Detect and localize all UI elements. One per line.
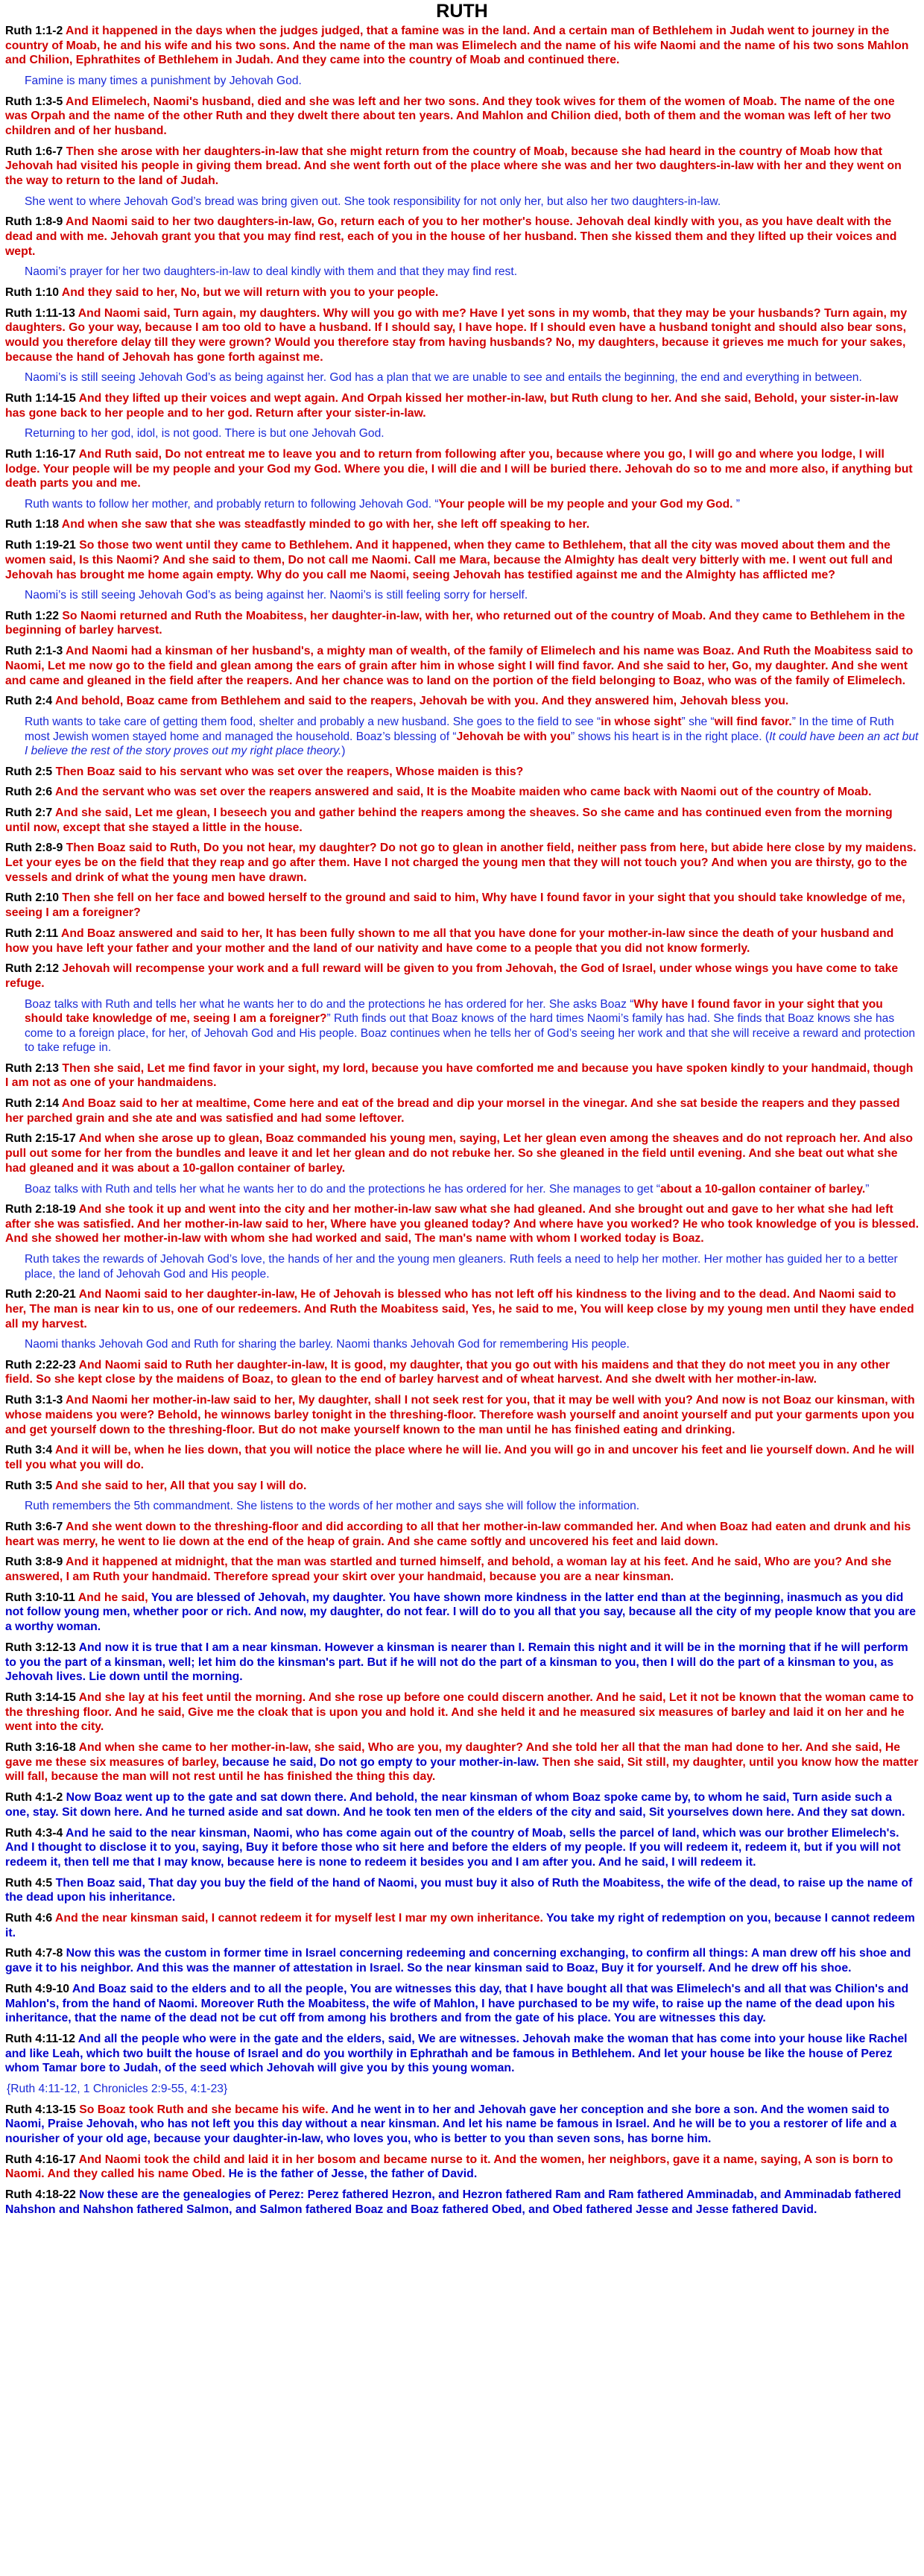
verse-paragraph xyxy=(5,1393,919,1437)
commentary-text: Famine is many times a punishment by Jehovah God. xyxy=(25,75,302,88)
commentary-text: ” xyxy=(865,1182,870,1196)
verse-text: because he said, Do not go empty to your mother-in-law. xyxy=(218,1755,539,1769)
verse-paragraph xyxy=(5,1131,919,1175)
verse-text: Then Boaz said, That day you buy the field of the hand of Naomi, you must buy it also of Ruth the Moabitess, the wife of the dead, to raise up the name of the dead upon his inheritance. xyxy=(5,1876,913,1904)
verse-reference: Ruth 2:12 xyxy=(5,962,59,976)
verse-text: And when she arose up to glean, Boaz commanded his young men, saying, Let her glean even among the sheaves and do not reproach her. And also pull out some for her from the bundles and leave it and let her glean and do not rebuke her. So she gleaned in the field until evening. And she beat out what she had gleaned and it was about a 10-gallon container of barley. xyxy=(5,1132,914,1175)
verse-reference: Ruth 4:16-17 xyxy=(5,2153,76,2166)
verse-paragraph xyxy=(5,2103,919,2147)
commentary-text: Naomi’s is still seeing Jehovah God’s as being against her. God has a plan that we are unable to see and entails the beginning, the end and everything in between. xyxy=(25,371,862,385)
commentary-paragraph xyxy=(5,426,919,441)
verse-text: And she lay at his feet until the morning. And she rose up before one could discern another. And he said, Let it not be known that the woman came to the threshing floor. And he said, Give me the cloak that is upon you and hold it. And she held it and he measured six measures of barley and laid it on her and he went into the city. xyxy=(5,1690,914,1734)
commentary-paragraph xyxy=(5,997,919,1055)
commentary-text: ) xyxy=(341,745,346,757)
verse-paragraph xyxy=(5,95,919,139)
verse-text: And he said, xyxy=(75,1591,148,1604)
verse-reference: Ruth 2:14 xyxy=(5,1097,59,1111)
verse-text: And Naomi took the child and laid it in her bosom and became nurse to it. And the women, her neighbors, gave it a name, saying, A son is born to Naomi. And they called his name Obed. xyxy=(5,2153,893,2181)
verse-reference: Ruth 3:14-15 xyxy=(5,1690,76,1704)
verse-paragraph xyxy=(5,1641,919,1685)
verse-text: So Boaz took Ruth and she became his wife. xyxy=(75,2103,329,2116)
verse-paragraph xyxy=(5,24,919,68)
verse-paragraph xyxy=(5,1826,919,1870)
verse-reference: Ruth 3:16-18 xyxy=(5,1741,76,1755)
verse-reference: Ruth 1:8-9 xyxy=(5,215,63,229)
verse-paragraph xyxy=(5,1591,919,1635)
verse-paragraph xyxy=(5,285,919,300)
verse-text: And she went down to the threshing-floor and did according to all that her mother-in-law commanded her. And when Boaz had eaten and drunk and his heart was merry, he went to lie down at the end of the heap of grain. And she came softly and uncovered his feet and laid down. xyxy=(5,1520,911,1548)
verse-text: And it happened in the days when the judges judged, that a famine was in the land. And a certain man of Bethlehem in Judah went to journey in the country of Moab, he and his wife and his two sons. And the name of the man was Elimelech and the name of his wife Naomi and the name of his two sons Mahlon and Chilion, Ephrathites of Bethlehem in Judah. And they came into the country of Moab and continued there. xyxy=(5,25,909,67)
verse-reference: Ruth 1:16-17 xyxy=(5,447,76,461)
verse-text: And he went in to her and Jehovah gave her conception and she bore a son. And the women said to Naomi, Praise Jehovah, who has not left you this day without a near kinsman. And let his name be famous in Israel. And he will be to you a restorer of life and a nourisher of your old age, because your daughter-in-law, who loves you, who is better to you than seven sons, has borne him. xyxy=(5,2103,897,2146)
verse-text: You take my right of redemption on you, because I cannot redeem it. xyxy=(5,1912,915,1939)
commentary-text: Returning to her god, idol, is not good. There is but one Jehovah God. xyxy=(25,427,385,441)
verse-reference: Ruth 2:11 xyxy=(5,926,59,940)
verse-text: Now this was the custom in former time in Israel concerning redeeming and concerning exchanging, to confirm all things: A man drew off his shoe and gave it to his neighbor. And this was the manner of attestation in Israel. So the near kinsman said to Boaz, Buy it for yourself. And he drew off his shoe. xyxy=(5,1947,911,1975)
page-title: RUTH xyxy=(436,1,488,22)
verse-text: And when she came to her mother-in-law, she said, Who are you, my daughter? And she told her all that the man had done to her. And she said, He gave me these six measures of barley, xyxy=(5,1741,901,1769)
verse-text: Then Boaz said to Ruth, Do you not hear, my daughter? Do not go to glean in another field, neither pass from here, but abide here close by my maidens. Let your eyes be on the field that they reap and go after them. Have I not charged the young men that they will not touch you? And when you are thirsty, go to the vessels and drink of what the young men have drawn. xyxy=(5,842,917,884)
verse-reference: Ruth 2:13 xyxy=(5,1061,59,1075)
verse-paragraph xyxy=(5,1479,919,1494)
verse-text: Then she said, Let me find favor in your sight, my lord, because you have comforted me and because you have spoken kindly to your handmaid, though I am not as one of your handmaidens. xyxy=(5,1061,914,1090)
verse-reference: Ruth 3:8-9 xyxy=(5,1556,63,1569)
commentary-paragraph xyxy=(5,370,919,385)
verse-reference: Ruth 4:7-8 xyxy=(5,1947,63,1960)
verse-paragraph xyxy=(5,806,919,835)
verse-text: Now these are the genealogies of Perez: Perez fathered Hezron, and Hezron fathered Ram and Ram fathered Amminadab, and Amminadab fathered Nahshon and Nahshon fathered Salmon, and Salmon fathered Boaz and Boaz fathered Obed, and Obed fathered Jesse and Jesse fathered David. xyxy=(5,2188,902,2216)
verse-text: And Naomi said to her daughter-in-law, He of Jehovah is blessed who has not left off his kindness to the living and to the dead. And Naomi said to her, The man is near kin to us, one of our redeemers. And Ruth the Moabitess said, Yes, he said to me, You will keep close by my young men until they have ended all my harvest. xyxy=(5,1288,914,1330)
commentary-text: ” xyxy=(732,497,740,511)
verse-paragraph xyxy=(5,1443,919,1472)
commentary-text: ” In the time of Ruth most Jewish women stayed home and managed the household. Boaz’s blessing of “ xyxy=(25,716,894,743)
verse-reference: Ruth 4:9-10 xyxy=(5,1982,70,1995)
verse-paragraph xyxy=(5,1946,919,1975)
verse-paragraph xyxy=(5,1358,919,1387)
commentary-paragraph xyxy=(5,588,919,603)
verse-paragraph xyxy=(5,891,919,920)
verse-reference: Ruth 4:3-4 xyxy=(5,1826,63,1840)
verse-paragraph xyxy=(5,1096,919,1126)
verse-paragraph xyxy=(5,1740,919,1784)
verse-reference: Ruth 2:8-9 xyxy=(5,842,63,855)
commentary-text: Naomi’s prayer for her two daughters-in-law to deal kindly with them and that they may find rest. xyxy=(25,265,518,279)
commentary-quote: Why have I found favor in your sight that you should take knowledge of me, seeing I am a foreigner? xyxy=(25,997,883,1026)
commentary-paragraph xyxy=(5,74,919,89)
verse-reference: Ruth 1:22 xyxy=(5,609,59,622)
verse-paragraph xyxy=(5,1911,919,1940)
verse-text: And Ruth said, Do not entreat me to leave you and to return from following after you, because where you go, I will go and where you lodge, I will lodge. Your people will be my people and your God my God. Where you die, I will die and I will be buried there. Jehovah do so to me and more also, if anything but death parts you and me. xyxy=(5,447,913,490)
verse-reference: Ruth 4:13-15 xyxy=(5,2103,76,2116)
commentary-text: Boaz talks with Ruth and tells her what he wants her to do and the protections he has ordered for her. She manages to get “ xyxy=(25,1182,660,1196)
verse-paragraph xyxy=(5,2188,919,2217)
verse-text: And all the people who were in the gate and the elders, said, We are witnesses. Jehovah make the woman that has come into your house like Rachel and like Leah, which two built the house of Israel and do you worthily in Ephrathah and be famous in Bethlehem. And let your house be like the house of Perez whom Tamar bore to Judah, of the seed which Jehovah will give you by this young woman. xyxy=(5,2033,908,2075)
verse-paragraph xyxy=(5,2032,919,2076)
commentary-paragraph xyxy=(5,265,919,280)
verse-reference: Ruth 2:20-21 xyxy=(5,1288,76,1301)
commentary-paragraph xyxy=(5,715,919,759)
verse-text: And Naomi said to her two daughters-in-law, Go, return each of you to her mother's house. Jehovah deal kindly with you, as you have dealt with the dead and with me. Jehovah grant you that you may find rest, each of you in the house of her husband. Then she kissed them and they lifted up their voices and wept. xyxy=(5,215,897,258)
verse-text: And Naomi her mother-in-law said to her, My daughter, shall I not seek rest for you, that it may be well with you? And now is not Boaz our kinsman, with whose maidens you were? Behold, he winnows barley tonight in the threshing-floor. Therefore wash yourself and anoint yourself and put your garments upon you and get yourself down to the threshing-floor. But do not make yourself known to the man until he has finished eating and drinking. xyxy=(5,1394,915,1436)
commentary-italic: It could have been an act but I believe the rest of the story proves out my right place theory. xyxy=(25,730,919,757)
verse-reference: Ruth 2:22-23 xyxy=(5,1358,76,1371)
verse-text: Then she fell on her face and bowed herself to the ground and said to him, Why have I found favor in your sight that you should take knowledge of me, seeing I am a foreigner? xyxy=(5,891,905,920)
verse-paragraph xyxy=(5,609,919,638)
verse-text: And Naomi said, Turn again, my daughters. Why will you go with me? Have I yet sons in my womb, that they may be your husbands? Turn again, my daughters. Go your way, because I am too old to have a husband. If I should say, I have hope. If I should even have a husband tonight and should also bear sons, would you therefore delay till they were grown? Would you therefore stay from having husbands? No, my daughters, because it grieves me much for your sakes, because the hand of Jehovah has gone forth against me. xyxy=(5,306,908,364)
verse-paragraph xyxy=(5,391,919,420)
verse-reference: Ruth 3:5 xyxy=(5,1479,53,1492)
commentary-quote: will find favor. xyxy=(714,716,792,728)
verse-paragraph xyxy=(5,1790,919,1819)
verse-reference: Ruth 2:15-17 xyxy=(5,1132,76,1146)
verse-paragraph xyxy=(5,926,919,956)
verse-reference: Ruth 2:1-3 xyxy=(5,645,63,658)
verse-text: And the servant who was set over the reapers answered and said, It is the Moabite maiden who came back with Naomi out of the country of Moab. xyxy=(52,786,872,799)
verse-text: Now Boaz went up to the gate and sat down there. And behold, the near kinsman of whom Boaz spoke came by, to whom he said, Turn aside such a one, stay. Sit down here. And he turned aside and sat down. And he took ten men of the elders of the city and said, Sit yourselves down here. And they sat down. xyxy=(5,1791,905,1819)
commentary-text: Ruth remembers the 5th commandment. She listens to the words of her mother and says she will follow the information. xyxy=(25,1500,640,1513)
verse-text: You are blessed of Jehovah, my daughter. You have shown more kindness in the latter end than at the beginning, inasmuch as you did not follow young men, whether poor or rich. And now, my daughter, do not fear. I will do to you all that you say, because all the city of my people know that you are a worthy woman. xyxy=(5,1591,917,1634)
commentary-text: Ruth wants to take care of getting them food, shelter and probably a new husband. She goes to the field to see “ xyxy=(25,716,601,728)
commentary-text: Boaz talks with Ruth and tells her what he wants her to do and the protections he has ordered for her. She asks Boaz “ xyxy=(25,997,634,1011)
verse-text: So Naomi returned and Ruth the Moabitess, her daughter-in-law, with her, who returned out of the country of Moab. And they came to Bethlehem in the beginning of barley harvest. xyxy=(5,609,905,637)
verse-paragraph xyxy=(5,785,919,800)
commentary-quote: about a 10-gallon container of barley. xyxy=(659,1182,866,1196)
verse-reference: Ruth 1:14-15 xyxy=(5,391,76,405)
verse-reference: Ruth 2:10 xyxy=(5,891,59,905)
verse-text: And Naomi said to Ruth her daughter-in-law, It is good, my daughter, that you go out with his maidens and that they do not meet you in any other field. So she kept close by the maidens of Boaz, to glean to the end of barley harvest and of wheat harvest. And she dwelt with her mother-in-law. xyxy=(5,1358,890,1386)
verse-reference: Ruth 3:12-13 xyxy=(5,1641,76,1654)
verse-reference: Ruth 1:10 xyxy=(5,285,59,299)
verse-reference: Ruth 3:10-11 xyxy=(5,1591,75,1604)
commentary-text: ” shows his heart is in the right place. ( xyxy=(571,730,770,743)
commentary-text: Naomi’s is still seeing Jehovah God’s as being against her. Naomi’s is still feeling sorry for herself. xyxy=(25,589,528,602)
verse-text: And when she saw that she was steadfastly minded to go with her, she left off speaking to her. xyxy=(58,518,590,531)
verse-text: And Boaz said to the elders and to all the people, You are witnesses this day, that I have bought all that was Elimelech's and all that was Chilion's and Mahlon's, from the hand of Naomi. Moreover Ruth the Moabitess, the wife of Mahlon, I have purchased to be my wife, to raise up the name of the dead upon his inheritance, that the name of the dead not be cut off from among his brothers and from the gate of his place. You are witnesses this day. xyxy=(5,1982,909,2025)
verse-paragraph xyxy=(5,1287,919,1331)
verse-text: He is the father of Jesse, the father of David. xyxy=(225,2168,478,2181)
verse-paragraph xyxy=(5,841,919,885)
verse-reference: Ruth 4:11-12 xyxy=(5,2033,75,2045)
verse-paragraph xyxy=(5,538,919,582)
commentary-text: ” Ruth finds out that Boaz knows of the hard times Naomi’s family has had. She finds that Boaz knows she has come to a foreign place, for her, of Jehovah God and His people. Boaz continues when he tells her of God’s seeing her work and that she will receive a reward and protection to take refuge in. xyxy=(25,1012,916,1055)
verse-text: And they said to her, No, but we will return with you to your people. xyxy=(58,285,439,299)
verse-text: Then Boaz said to his servant who was set over the reapers, Whose maiden is this? xyxy=(52,765,524,778)
verse-paragraph xyxy=(5,694,919,709)
commentary-text: Naomi thanks Jehovah God and Ruth for sharing the barley. Naomi thanks Jehovah God for remembering His people. xyxy=(25,1338,630,1351)
verse-paragraph xyxy=(5,1876,919,1905)
verse-reference: Ruth 4:5 xyxy=(5,1876,53,1890)
verse-paragraph xyxy=(5,1982,919,2026)
verse-text: And now it is true that I am a near kinsman. However a kinsman is nearer than I. Remain this night and it will be in the morning that if he will perform to you the part of a kinsman, well; let him do the kinsman's part. But if he will not do the part of a kinsman to you, then I will do the part of a kinsman to you, as Jehovah lives. Lie down until the morning. xyxy=(5,1641,908,1684)
verse-paragraph xyxy=(5,145,919,189)
verse-text: And he said to the near kinsman, Naomi, who has come again out of the country of Moab, sells the parcel of land, which was our brother Elimelech's. And I thought to disclose it to you, saying, Buy it before those who sit here and before the elders of my people. If you will redeem it, redeem it, but if you will not redeem it, then tell me that I may know, because here is none to redeem it besides you and I am after you. And he said, I will redeem it. xyxy=(5,1826,901,1869)
verse-paragraph xyxy=(5,1061,919,1090)
commentary-paragraph xyxy=(5,497,919,512)
commentary-quote: in whose sight xyxy=(601,716,682,728)
verse-reference: Ruth 1:19-21 xyxy=(5,539,76,552)
commentary-text: Ruth wants to follow her mother, and probably return to following Jehovah God. “ xyxy=(25,497,439,511)
cross-reference xyxy=(5,2082,919,2097)
verse-paragraph xyxy=(5,306,919,365)
verse-reference: Ruth 2:18-19 xyxy=(5,1203,76,1216)
cross-reference-text: {Ruth 4:11-12, 1 Chronicles 2:9-55, 4:1-23} xyxy=(7,2083,228,2096)
verse-paragraph xyxy=(5,215,919,259)
verse-text: And she took it up and went into the city and her mother-in-law saw what she had gleaned. And she brought out and gave to her what she had left after she was satisfied. And her mother-in-law said to her, Where have you gleaned today? And where have you worked? He who took knowledge of you is blessed. And she showed her mother-in-law with whom she had worked and said, The man's name with whom I worked today is Boaz. xyxy=(5,1203,919,1246)
commentary-text: Ruth takes the rewards of Jehovah God’s love, the hands of her and the young men gleaners. Ruth feels a need to help her mother. Her mother has guided her to a better place, the land of Jehovah God and His people. xyxy=(25,1253,898,1281)
verse-paragraph xyxy=(5,644,919,688)
verse-reference: Ruth 3:6-7 xyxy=(5,1520,63,1533)
commentary-text: ” she “ xyxy=(681,716,715,728)
verse-reference: Ruth 1:3-5 xyxy=(5,95,63,108)
verse-reference: Ruth 2:6 xyxy=(5,786,53,799)
verse-reference: Ruth 1:1-2 xyxy=(5,25,63,37)
commentary-paragraph xyxy=(5,195,919,209)
verse-paragraph xyxy=(5,1202,919,1246)
verse-text: And Boaz answered and said to her, It has been fully shown to me all that you have done for your mother-in-law since the death of your husband and how you have left your father and your mother and the land of our nativity and have come to a people that you did not know formerly. xyxy=(5,926,894,955)
verse-text: And she said to her, All that you say I will do. xyxy=(52,1479,307,1492)
verse-text: And it will be, when he lies down, that you will notice the place where he will lie. And you will go in and uncover his feet and lie yourself down. And he will tell you what you will do. xyxy=(5,1444,915,1471)
verse-text: So those two went until they came to Bethlehem. And it happened, when they came to Bethlehem, that all the city was moved about them and the women said, Is this Naomi? And she said to them, Do not call me Naomi. Call me Mara, because the Almighty has dealt very bitterly with me. I went out full and Jehovah has brought me home again empty. Why do you call me Naomi, seeing Jehovah has testified against me and the Almighty has afflicted me? xyxy=(5,539,893,581)
verse-text: Then she said, Sit still, my daughter, until you know how the matter will fall, because the man will not rest until he has finished the thing this day. xyxy=(5,1755,919,1784)
verse-reference: Ruth 1:11-13 xyxy=(5,306,75,320)
commentary-quote: Jehovah be with you xyxy=(456,730,571,743)
verse-paragraph xyxy=(5,2153,919,2182)
verse-reference: Ruth 4:1-2 xyxy=(5,1791,63,1805)
commentary-quote: Your people will be my people and your God my God. xyxy=(438,497,733,511)
verse-reference: Ruth 1:6-7 xyxy=(5,145,63,158)
verse-text: And behold, Boaz came from Bethlehem and said to the reapers, Jehovah be with you. And they answered him, Jehovah bless you. xyxy=(52,695,789,708)
verse-reference: Ruth 2:4 xyxy=(5,695,53,708)
verse-text: Then she arose with her daughters-in-law that she might return from the country of Moab, because she had heard in the country of Moab how that Jehovah had visited his people in giving them bread. And she went forth out of the place where she was and her two daughters-in-law with her and they went on the way to return to the land of Judah. xyxy=(5,145,902,188)
verse-paragraph xyxy=(5,1690,919,1734)
verse-text: And Naomi had a kinsman of her husband's, a mighty man of wealth, of the family of Elimelech and his name was Boaz. And Ruth the Moabitess said to Naomi, Let me now go to the field and glean among the ears of grain after him in whose sight I will find favor. And she said to her, Go, my daughter. And she went and came and gleaned in the field after the reapers. And her chance was to land on the portion of the field belonging to Boaz, who was of the family of Elimelech. xyxy=(5,645,914,687)
verse-text: And they lifted up their voices and wept again. And Orpah kissed her mother-in-law, but Ruth clung to her. And she said, Behold, your sister-in-law has gone back to her people and to her god. Return after your sister-in-law. xyxy=(5,391,899,420)
verse-paragraph xyxy=(5,1520,919,1549)
verse-paragraph xyxy=(5,962,919,991)
content xyxy=(5,24,919,2217)
verse-reference: Ruth 3:4 xyxy=(5,1444,53,1457)
commentary-paragraph xyxy=(5,1499,919,1514)
commentary-paragraph xyxy=(5,1337,919,1352)
verse-text: And Elimelech, Naomi's husband, died and she was left and her two sons. And they took wives for them of the women of Moab. The name of the one was Orpah and the name of the other Ruth and they dwelt there about ten years. And Mahlon and Chilion died, both of them and the woman was left of her two children and of her husband. xyxy=(5,95,895,138)
commentary-paragraph xyxy=(5,1252,919,1281)
verse-reference: Ruth 3:1-3 xyxy=(5,1394,63,1407)
commentary-text: She went to where Jehovah God’s bread was bring given out. She took responsibility for not only her, but also her two daughters-in-law. xyxy=(25,195,721,208)
verse-paragraph xyxy=(5,447,919,491)
verse-paragraph xyxy=(5,517,919,532)
verse-text: And the near kinsman said, I cannot redeem it for myself lest I mar my own inheritance. xyxy=(52,1912,543,1925)
verse-text: And it happened at midnight, that the man was startled and turned himself, and behold, a woman lay at his feet. And he said, Who are you? And she answered, I am Ruth your handmaid. Therefore spread your skirt over your handmaid, because you are a near kinsman. xyxy=(5,1556,892,1584)
verse-paragraph xyxy=(5,765,919,780)
verse-reference: Ruth 2:5 xyxy=(5,765,53,778)
commentary-paragraph xyxy=(5,1182,919,1197)
verse-reference: Ruth 4:18-22 xyxy=(5,2188,76,2202)
verse-reference: Ruth 2:7 xyxy=(5,806,53,819)
verse-paragraph xyxy=(5,1555,919,1584)
verse-reference: Ruth 4:6 xyxy=(5,1912,53,1925)
verse-text: And Boaz said to her at mealtime, Come here and eat of the bread and dip your morsel in the vinegar. And she sat beside the reapers and they passed her parched grain and she ate and was satisfied and had some leftover. xyxy=(5,1097,900,1125)
verse-text: Jehovah will recompense your work and a full reward will be given to you from Jehovah, the God of Israel, under whose wings you have come to take refuge. xyxy=(5,962,899,990)
verse-text: And she said, Let me glean, I beseech you and gather behind the reapers among the sheaves. So she came and has continued even from the morning until now, except that she stayed a little in the house. xyxy=(5,806,893,834)
verse-reference: Ruth 1:18 xyxy=(5,518,59,531)
